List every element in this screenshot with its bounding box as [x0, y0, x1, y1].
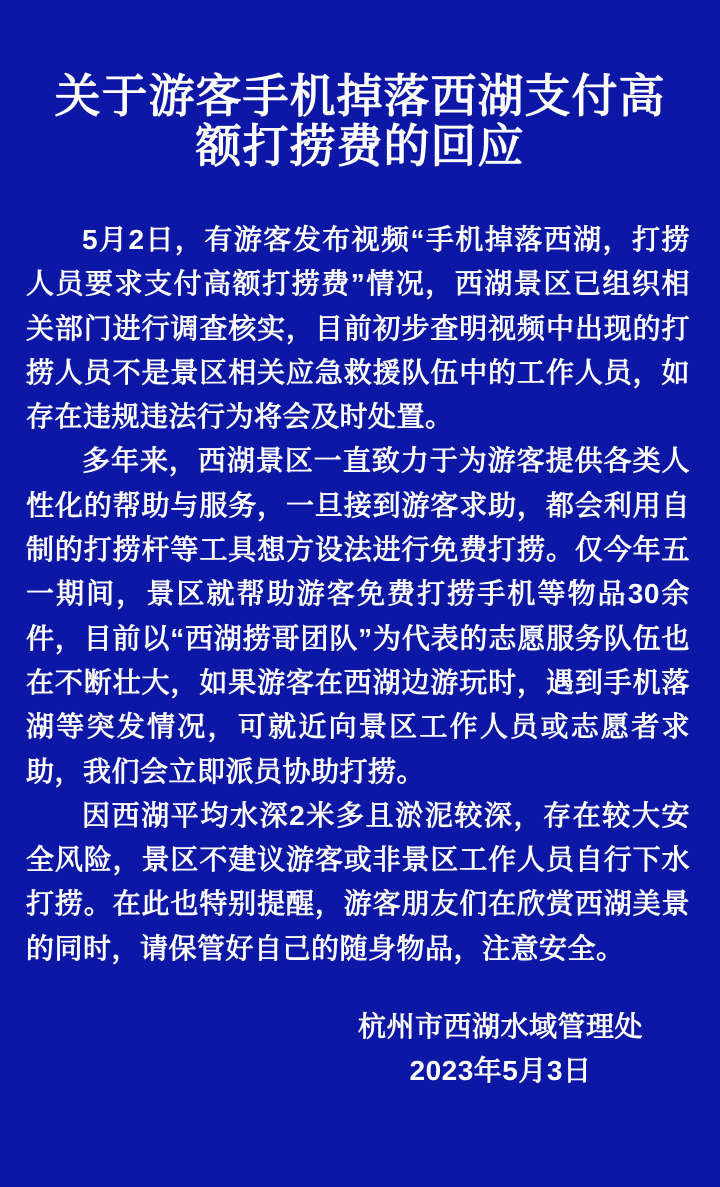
paragraph-free-salvage-service: 多年来，西湖景区一直致力于为游客提供各类人性化的帮助与服务，一旦接到游客求助，都会利用自制的打捞杆等工具想方设法进行免费打捞。仅今年五一期间，景区就帮助游客免费打捞手机等物品30余件，目前以“西湖捞哥团队”为代表的志愿服务队伍也在不断壮大，如果游客在西湖边游玩时，遇到手机落湖等突发情况，可就近向景区工作人员或志愿者求助，我们会立即派员协助打捞。	[26, 445, 690, 787]
signature-block	[0, 1005, 720, 1093]
announcement-body	[26, 218, 690, 971]
signature-inner	[358, 1005, 643, 1093]
announcement-title-line-1: 关于游客手机掉落西湖支付高	[54, 70, 666, 122]
paragraph-safety-reminder: 因西湖平均水深2米多且淤泥较深，存在较大安全风险，景区不建议游客或非景区工作人员自行下水打捞。在此也特别提醒，游客朋友们在欣赏西湖美景的同时，请保管好自己的随身物品，注意安全。	[26, 799, 690, 964]
signature-org: 杭州市西湖水域管理处	[357, 1011, 643, 1043]
signature-date: 2023年5月3日	[409, 1055, 592, 1087]
announcement-title-line-2: 额打捞费的回应	[195, 120, 525, 172]
paragraph-investigation: 5月2日，有游客发布视频“手机掉落西湖，打捞人员要求支付高额打捞费”情况，西湖景区已组织相关部门进行调查核实，目前初步查明视频中出现的打捞人员不是景区相关应急救援队伍中的工作人员，如存在违规违法行为将会及时处置。	[26, 224, 690, 433]
announcement-title	[44, 71, 676, 171]
